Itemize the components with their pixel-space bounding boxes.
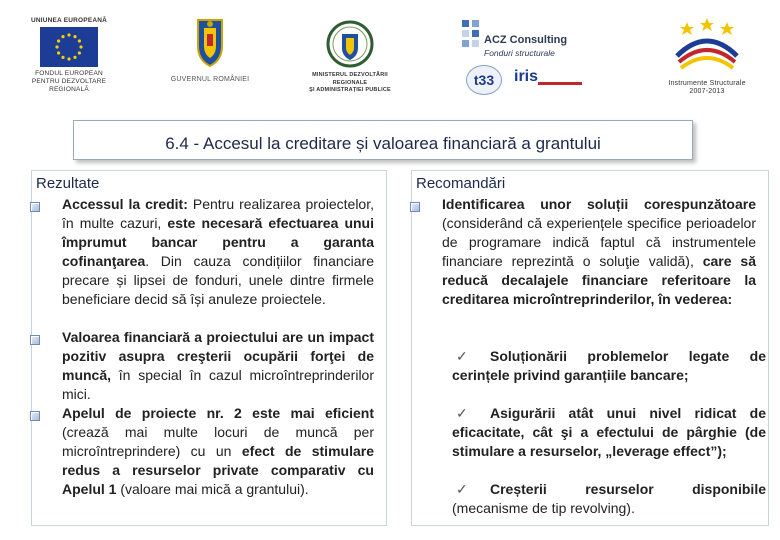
instr-line2: 2007-2013 <box>689 88 725 95</box>
title-box <box>73 120 693 160</box>
recommendations-heading: Recomandări <box>416 175 506 192</box>
result-credit-text-2: este necesară efectuarea unui împrumut bancar pentru a garanta cofinanţarea <box>62 215 374 269</box>
acz-subtitle: Fonduri structurale <box>484 48 555 58</box>
result-credit-text-1: Pentru realizarea proiectelor, în multe cazuri, <box>62 196 374 231</box>
square-bullet-icon <box>30 199 44 213</box>
ministry-logo <box>296 20 404 93</box>
recommendation-check-3 <box>452 480 766 518</box>
result-credit-title: Accessul la credit: <box>62 196 188 212</box>
acz-name: ACZ Consulting <box>484 34 568 46</box>
romania-coat-of-arms-icon <box>190 16 230 68</box>
recommendation-item <box>442 195 756 309</box>
result-item-value <box>62 328 374 404</box>
acz-squares-icon <box>462 20 482 48</box>
eu-logo-line1: UNIUNEA EUROPEANĂ <box>30 17 108 24</box>
eu-logo <box>18 17 120 94</box>
instrumente-structurale-logo <box>652 16 762 96</box>
square-bullet-icon <box>30 408 44 422</box>
square-bullet-icon <box>30 332 44 346</box>
eu-logo-line3: PENTRU DEZVOLTARE REGIONALĂ <box>31 78 107 93</box>
iris-logo: iris <box>514 68 539 85</box>
check-1-text: Soluționării problemelor legate de cerințele privind garanțiile bancare; <box>452 348 766 383</box>
check-2-text: Asigurării atât unui nivel ridicat de eficacitate, cât şi a efectului de pârghie (de stimulare a resurselor, „leverage effect”); <box>452 405 766 459</box>
square-bullet-icon <box>410 199 424 213</box>
logo-bar <box>0 0 780 105</box>
government-caption: GUVERNUL ROMÂNIEI <box>170 76 250 83</box>
check-3-text-2: (mecanisme de tip revolving). <box>452 500 635 516</box>
result-call2-text-2: (crează mai multe locuri de muncă per microîntreprindere) cu un <box>62 424 374 459</box>
result-call2-text-1: Apelul de proiecte nr. 2 este mai eficient <box>62 405 374 421</box>
result-call2-text-4: (valoare mai mică a grantului). <box>116 481 309 497</box>
acz-consulting-logo <box>462 20 612 95</box>
iris-stripe <box>538 82 582 85</box>
ministry-line1: MINISTERUL DEZVOLTĂRII REGIONALE <box>312 72 388 86</box>
checkmark-icon: ✓ <box>456 481 468 497</box>
page-title: 6.4 - Accesul la creditare și valoarea financiară a grantului <box>165 134 601 153</box>
check-3-text-1: Creșterii resurselor disponibile <box>490 481 766 497</box>
instrumente-structurale-icon <box>667 16 747 78</box>
recommendation-text-1: Identificarea unor soluții corespunzătoare <box>442 196 756 212</box>
recommendation-text-2: (considerând că experiențele specifice perioadelor de programare indică faptul că instrumentele financiare reprezintă o soluţie validă), <box>442 215 756 269</box>
result-value-text-2: în special în cazul microîntreprinderilor mici. <box>62 367 374 402</box>
results-panel <box>31 170 387 526</box>
ministry-line2: ŞI ADMINISTRAȚIEI PUBLICE <box>309 87 391 93</box>
instr-line1: Instrumente Structurale <box>668 80 746 87</box>
result-value-text-1: Valoarea financiară a proiectului are un impact pozitiv asupra creşterii ocupării forţei de muncă, <box>62 329 374 383</box>
recommendation-text-3: care să reducă decalajele financiare referitoare la creditarea microîntreprinderilor, în vederea: <box>442 253 756 307</box>
results-heading: Rezultate <box>36 175 100 192</box>
result-call2-text-3: efect de stimulare redus a resurselor private comparativ cu Apelul 1 <box>62 443 374 497</box>
checkmark-icon: ✓ <box>456 405 468 421</box>
t33-logo: t33 <box>466 65 502 95</box>
government-logo <box>165 16 255 84</box>
ministry-emblem-icon <box>326 20 374 68</box>
result-credit-text-3: . Din cauza condițiilor financiare precare și lipsei de fonduri, unele dintre firmele beneficiare decid să își anuleze proiectele. <box>62 253 374 307</box>
recommendations-panel <box>411 170 769 526</box>
recommendation-check-1 <box>452 347 766 385</box>
recommendation-check-2 <box>452 404 766 461</box>
eu-logo-line2: FONDUL EUROPEAN <box>35 70 103 77</box>
result-item-credit <box>62 195 374 309</box>
eu-flag-icon <box>40 27 98 67</box>
checkmark-icon: ✓ <box>456 348 468 364</box>
result-item-call2 <box>62 404 374 499</box>
